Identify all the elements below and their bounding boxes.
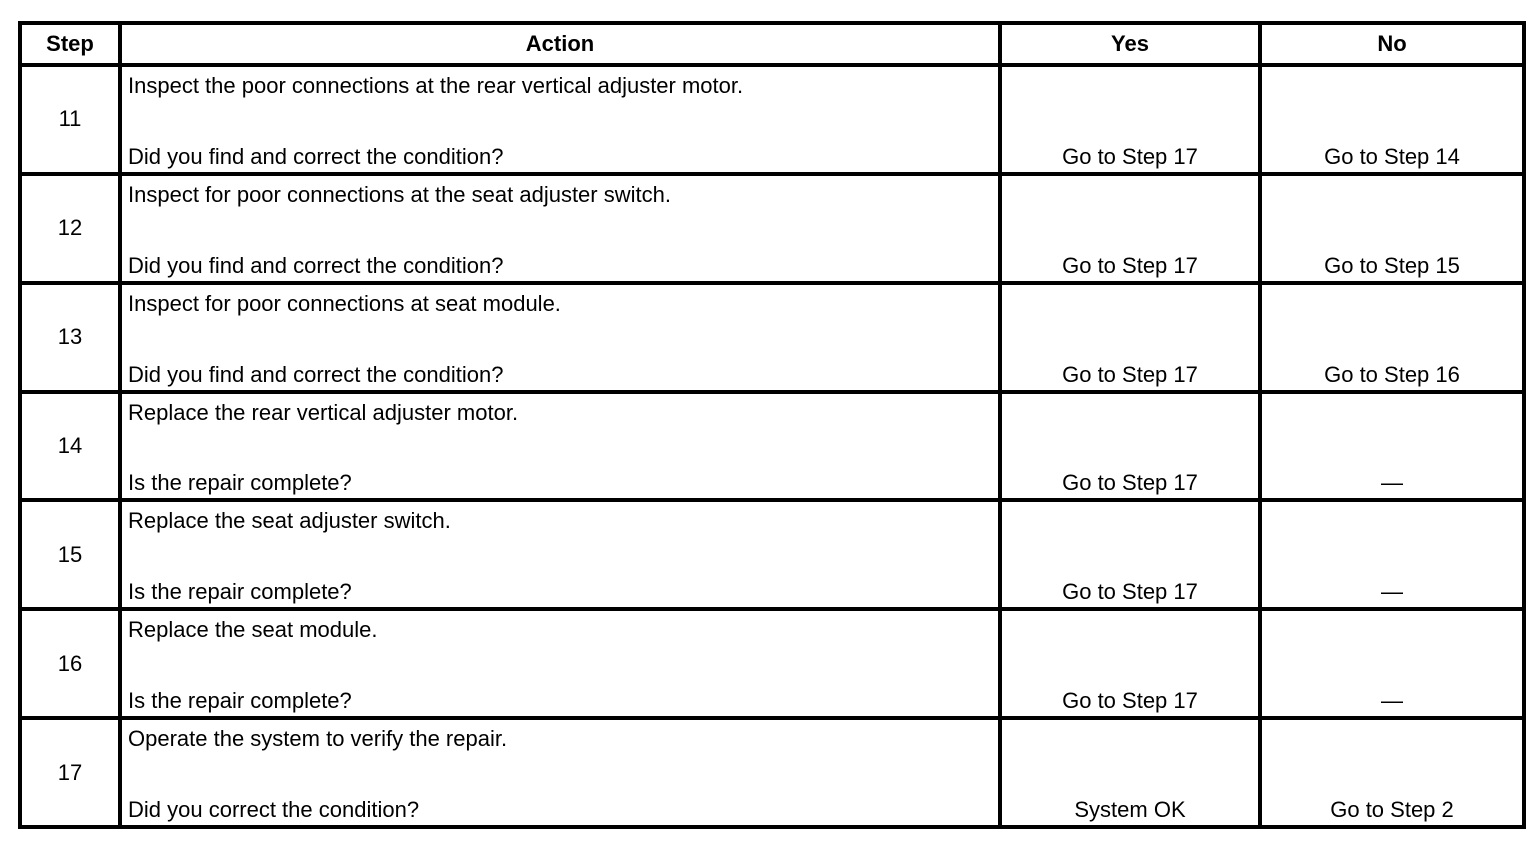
action-question: Is the repair complete? [128, 688, 352, 714]
no-cell [1260, 65, 1524, 174]
header-action: Action [120, 23, 1000, 65]
no-cell [1260, 174, 1524, 283]
action-cell [120, 174, 1000, 283]
header-no: No [1260, 23, 1524, 65]
step-number: 13 [20, 283, 120, 392]
diagnostic-table [18, 21, 1526, 829]
action-question: Did you find and correct the condition? [128, 252, 504, 278]
action-text: Inspect the poor connections at the rear vertical adjuster motor. [128, 73, 744, 98]
yes-cell [1000, 392, 1260, 501]
yes-cell [1000, 609, 1260, 718]
no-result: Go to Step 15 [1324, 252, 1460, 278]
header-step: Step [20, 23, 120, 65]
action-text: Operate the system to verify the repair. [128, 726, 508, 752]
table-row [20, 609, 1524, 718]
action-question: Did you find and correct the condition? [128, 361, 504, 387]
no-cell [1260, 609, 1524, 718]
yes-cell [1000, 718, 1260, 827]
no-cell [1260, 718, 1524, 827]
action-cell [120, 609, 1000, 718]
action-text: Inspect for poor connections at the seat adjuster switch. [128, 181, 671, 207]
action-text: Inspect for poor connections at seat module. [128, 290, 561, 316]
yes-cell [1000, 65, 1260, 174]
action-text: Replace the seat adjuster switch. [128, 508, 451, 534]
step-number: 11 [20, 65, 120, 174]
table-row [20, 718, 1524, 827]
yes-result: Go to Step 17 [1062, 470, 1198, 496]
yes-result: Go to Step 17 [1062, 143, 1198, 169]
no-result: Go to Step 14 [1324, 143, 1460, 169]
no-result: Go to Step 2 [1330, 797, 1454, 822]
yes-result: Go to Step 17 [1062, 688, 1198, 714]
action-cell [120, 65, 1000, 174]
no-result: — [1381, 688, 1403, 714]
yes-cell [1000, 500, 1260, 609]
step-number: 15 [20, 500, 120, 609]
step-number: 12 [20, 174, 120, 283]
action-cell [120, 283, 1000, 392]
step-number: 16 [20, 609, 120, 718]
table-row [20, 500, 1524, 609]
action-text: Replace the seat module. [128, 617, 378, 643]
table-row [20, 65, 1524, 174]
header-row [20, 23, 1524, 65]
yes-result: Go to Step 17 [1062, 252, 1198, 278]
table-row [20, 283, 1524, 392]
action-text: Replace the rear vertical adjuster motor. [128, 399, 519, 425]
action-question: Is the repair complete? [128, 579, 352, 605]
action-cell [120, 718, 1000, 827]
no-cell [1260, 392, 1524, 501]
no-cell [1260, 500, 1524, 609]
action-cell [120, 500, 1000, 609]
header-yes: Yes [1000, 23, 1260, 65]
table-row [20, 174, 1524, 283]
yes-result: System OK [1074, 797, 1186, 822]
yes-cell [1000, 283, 1260, 392]
action-question: Did you find and correct the condition? [128, 143, 504, 169]
no-result: — [1381, 579, 1403, 605]
action-cell [120, 392, 1000, 501]
no-result: — [1381, 470, 1403, 496]
no-result: Go to Step 16 [1324, 361, 1460, 387]
yes-cell [1000, 174, 1260, 283]
no-cell [1260, 283, 1524, 392]
table-row [20, 392, 1524, 501]
step-number: 17 [20, 718, 120, 827]
action-question: Is the repair complete? [128, 470, 352, 496]
action-question: Did you correct the condition? [128, 797, 420, 822]
step-number: 14 [20, 392, 120, 501]
yes-result: Go to Step 17 [1062, 361, 1198, 387]
yes-result: Go to Step 17 [1062, 579, 1198, 605]
